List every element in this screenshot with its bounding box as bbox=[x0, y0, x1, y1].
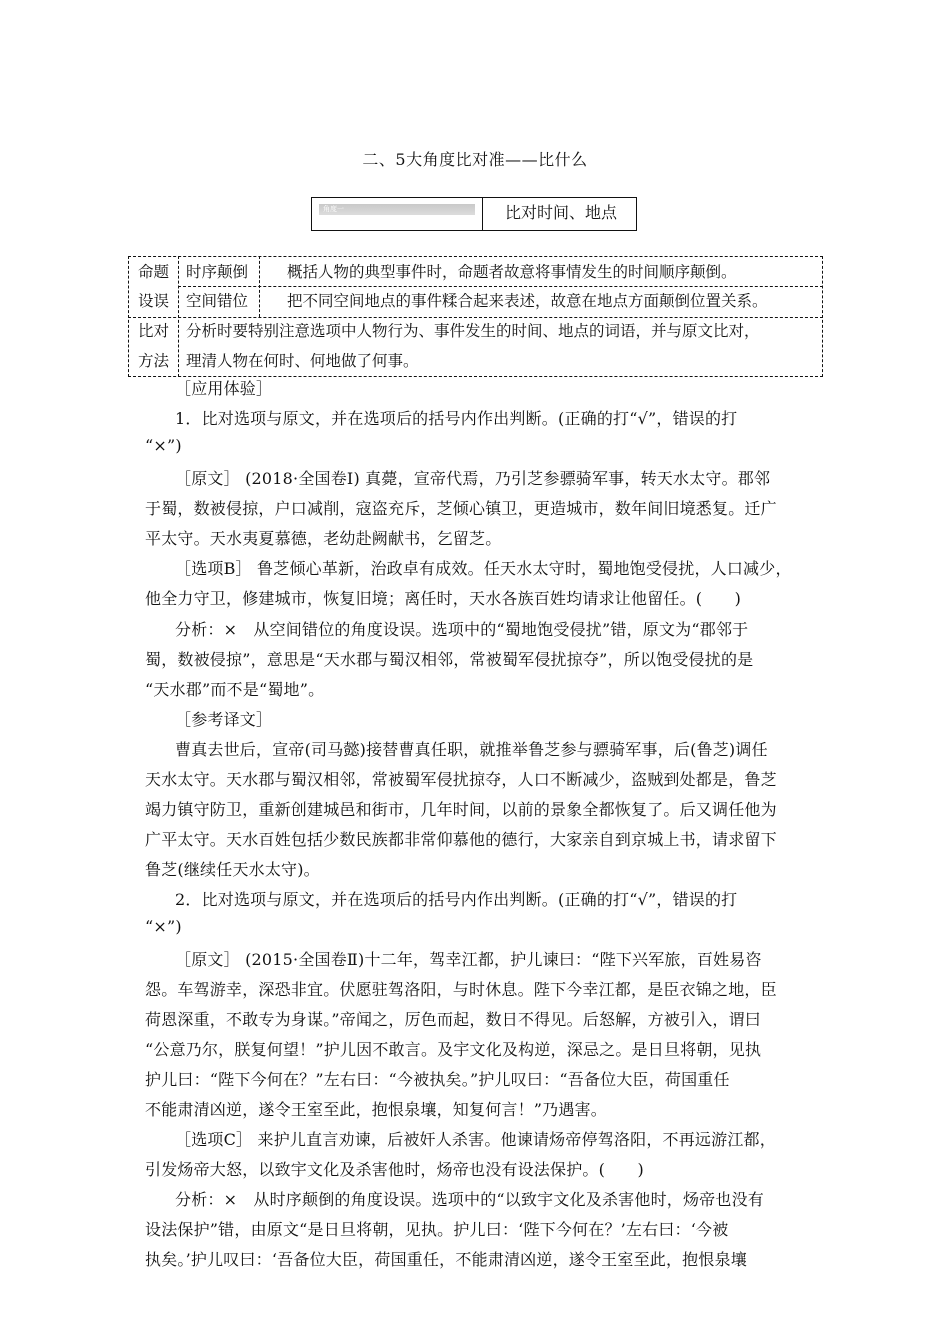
error-desc: 概括人物的典型事件时，命题者故意将事情发生的时间顺序颠倒。 bbox=[287, 263, 737, 281]
analysis-line: 设法保护”错，由原文“是日旦将朝，见执。护儿曰：‘陛下今何在？’左右曰：‘今被 bbox=[145, 1220, 729, 1239]
table-border-top bbox=[128, 256, 823, 257]
angle-tag-cell bbox=[312, 198, 483, 230]
question-line: “×”) bbox=[145, 436, 182, 455]
question-line: 1．比对选项与原文，并在选项后的括号内作出判断。(正确的打“√”，错误的打 bbox=[175, 409, 738, 428]
label-shewu: 设误 bbox=[138, 292, 170, 310]
angle-tag: 角度一 bbox=[319, 204, 475, 215]
analysis-line: “天水郡”而不是“蜀地”。 bbox=[145, 680, 325, 699]
subheading: ［参考译文］ bbox=[175, 710, 273, 729]
subheading: ［应用体验］ bbox=[175, 379, 273, 398]
analysis-line: 分析：× 从时序颠倒的角度设误。选项中的“以致宇文化及杀害他时，炀帝也没有 bbox=[175, 1190, 764, 1209]
source-line: 荷恩深重，不敢专为身谋。”帝闻之，厉色而起，数日不得见。后怒解，方被引入，谓曰 bbox=[145, 1010, 761, 1029]
option-line: 他全力守卫，修建城市，恢复旧境；离任时，天水各族百姓均请求让他留任。( ) bbox=[145, 589, 742, 608]
angle-box bbox=[311, 197, 637, 231]
table-divider bbox=[128, 317, 823, 318]
translation-line: 曹真去世后，宣帝(司马懿)接替曹真任职，就推举鲁芝参与骠骑军事，后(鲁芝)调任 bbox=[175, 740, 768, 759]
source-line: 护儿曰：“陛下今何在？”左右曰：“今被执矣。”护儿叹曰：“吾备位大臣，荷国重任 bbox=[145, 1070, 730, 1089]
source-line: “公意乃尔，朕复何望！”护儿因不敢言。及宇文化及构逆，深忌之。是日旦将朝，见执 bbox=[145, 1040, 762, 1059]
question-line: 2．比对选项与原文，并在选项后的括号内作出判断。(正确的打“√”，错误的打 bbox=[175, 890, 738, 909]
question-line: “×”) bbox=[145, 917, 182, 936]
label-biduo: 比对 bbox=[138, 322, 170, 340]
option-line: 引发炀帝大怒，以致宇文化及杀害他时，炀帝也没有设法保护。( ) bbox=[145, 1160, 644, 1179]
table-divider bbox=[178, 256, 179, 377]
source-line: 怨。车驾游幸，深恐非宜。伏愿驻驾洛阳，与时休息。陛下今幸江都，是臣衣锦之地，臣 bbox=[145, 980, 777, 999]
source-line: ［原文］ (2018·全国卷Ⅰ) 真薨，宣帝代焉，乃引芝参骠骑军事，转天水太守。郡邻 bbox=[175, 469, 771, 488]
method-text: 理清人物在何时、何地做了何事。 bbox=[186, 352, 419, 370]
table-divider bbox=[178, 286, 823, 287]
analysis-line: 蜀，数被侵掠”，意思是“天水郡与蜀汉相邻，常被蜀军侵扰掠夺”，所以饱受侵扰的是 bbox=[145, 650, 754, 669]
table-divider bbox=[259, 256, 260, 317]
translation-line: 鲁芝(继续任天水太守)。 bbox=[145, 860, 320, 879]
angle-title: 比对时间、地点 bbox=[505, 203, 618, 222]
section-title: 二、5大角度比对准——比什么 bbox=[362, 150, 588, 169]
error-type: 空间错位 bbox=[186, 292, 249, 310]
translation-line: 竭力镇守防卫，重新创建城邑和街市，几年时间，以前的景象全都恢复了。后又调任他为 bbox=[145, 800, 777, 819]
analysis-line: 执矣。’护儿叹曰：‘吾备位大臣，荷国重任，不能肃清凶逆，遂令王室至此，抱恨泉壤 bbox=[145, 1250, 747, 1269]
analysis-line: 分析：× 从空间错位的角度设误。选项中的“蜀地饱受侵扰”错，原文为“郡邻于 bbox=[175, 620, 749, 639]
source-line: 不能肃清凶逆，遂令王室至此，抱恨泉壤，知复何言！”乃遇害。 bbox=[145, 1100, 607, 1119]
translation-line: 天水太守。天水郡与蜀汉相邻，常被蜀军侵扰掠夺，人口不断减少，盗贼到处都是，鲁芝 bbox=[145, 770, 777, 789]
label-mingti: 命题 bbox=[138, 263, 170, 281]
label-fangfa: 方法 bbox=[138, 352, 170, 370]
table-border-right bbox=[822, 256, 823, 377]
translation-line: 广平太守。天水百姓包括少数民族都非常仰慕他的德行，大家亲自到京城上书，请求留下 bbox=[145, 830, 777, 849]
option-line: ［选项C］ 来护儿直言劝谏，后被奸人杀害。他谏请炀帝停驾洛阳，不再远游江都， bbox=[175, 1130, 776, 1149]
method-table bbox=[128, 256, 823, 378]
method-text: 分析时要特别注意选项中人物行为、事件发生的时间、地点的词语，并与原文比对， bbox=[186, 322, 760, 340]
source-line: 平太守。天水夷夏慕德，老幼赴阙献书，乞留芝。 bbox=[145, 529, 502, 548]
source-line: ［原文］ (2015·全国卷Ⅱ)十二年，驾幸江都，护儿谏曰：“陛下兴军旅，百姓易咨 bbox=[175, 950, 762, 969]
table-border-left bbox=[128, 256, 129, 377]
error-type: 时序颠倒 bbox=[186, 263, 249, 281]
option-line: ［选项B］ 鲁芝倾心革新，治政卓有成效。任天水太守时，蜀地饱受侵扰，人口减少， bbox=[175, 559, 792, 578]
source-line: 于蜀，数被侵掠，户口减削，寇盗充斥，芝倾心镇卫，更造城市，数年间旧境悉复。迁广 bbox=[145, 499, 777, 518]
error-desc: 把不同空间地点的事件糅合起来表述，故意在地点方面颠倒位置关系。 bbox=[287, 292, 768, 310]
